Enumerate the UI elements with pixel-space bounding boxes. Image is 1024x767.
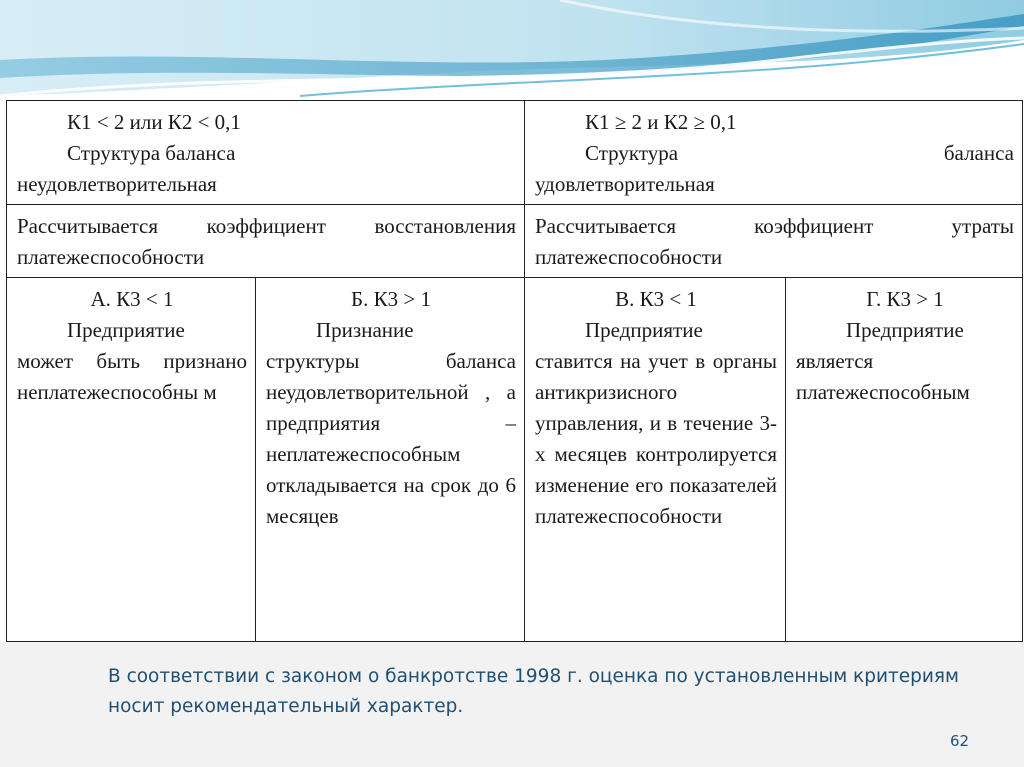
structure-label-right: Структура баланса: [585, 141, 1015, 165]
loss-coefficient-text: Рассчитывается коэффициент утраты платежеспособности: [535, 214, 1015, 269]
case-g-text: является платежеспособным: [796, 349, 970, 404]
case-v-cell: [525, 278, 786, 642]
structure-status-right: удовлетворительная: [535, 172, 715, 196]
page-number: 62: [950, 732, 970, 750]
formula-right: К1 ≥ 2 и К2 ≥ 0,1: [585, 110, 737, 134]
structure-label-left: Структура баланса: [67, 141, 236, 165]
case-a-lead: Предприятие: [67, 318, 185, 342]
case-v-title: В. К3 < 1: [615, 287, 697, 311]
case-b-lead: Признание: [316, 318, 414, 342]
table-row: [7, 205, 1023, 278]
case-b-text: структуры баланса неудовлетворительной , а предприятия – неплатежеспособным откладывается на срок до 6 месяцев: [266, 349, 516, 528]
case-b-cell: [256, 278, 525, 642]
cell-loss-coefficient: [525, 205, 1023, 278]
table-row: [7, 101, 1023, 205]
formula-left: К1 < 2 или К2 < 0,1: [67, 110, 241, 134]
cell-recovery-coefficient: [7, 205, 525, 278]
case-a-title: А. К3 < 1: [90, 287, 174, 311]
cell-satisfactory-structure: [525, 101, 1023, 205]
case-g-cell: [786, 278, 1023, 642]
table-row: [7, 278, 1023, 642]
recovery-coefficient-text: Рассчитывается коэффициент восстановления платежеспособности: [17, 214, 516, 269]
case-g-title: Г. К3 > 1: [866, 287, 944, 311]
criteria-table: [6, 100, 1023, 642]
case-a-cell: [7, 278, 256, 642]
case-v-lead: Предприятие: [585, 318, 703, 342]
case-v-text: ставится на учет в органы антикризисного управления, и в течение 3-х месяцев контролируется изменение его показателей платежеспособности: [535, 349, 777, 528]
footnote-text: В соответствии с законом о банкротстве 1998 г. оценка по установленным критериям носит рекомендательный характер.: [108, 666, 959, 717]
cell-unsatisfactory-structure: [7, 101, 525, 205]
decorative-wave-header: [0, 0, 1024, 110]
structure-status-left: неудовлетворительная: [17, 172, 217, 196]
case-b-title: Б. К3 > 1: [351, 287, 431, 311]
case-g-lead: Предприятие: [846, 318, 964, 342]
case-a-text: может быть признано неплатежеспособны м: [17, 349, 247, 404]
